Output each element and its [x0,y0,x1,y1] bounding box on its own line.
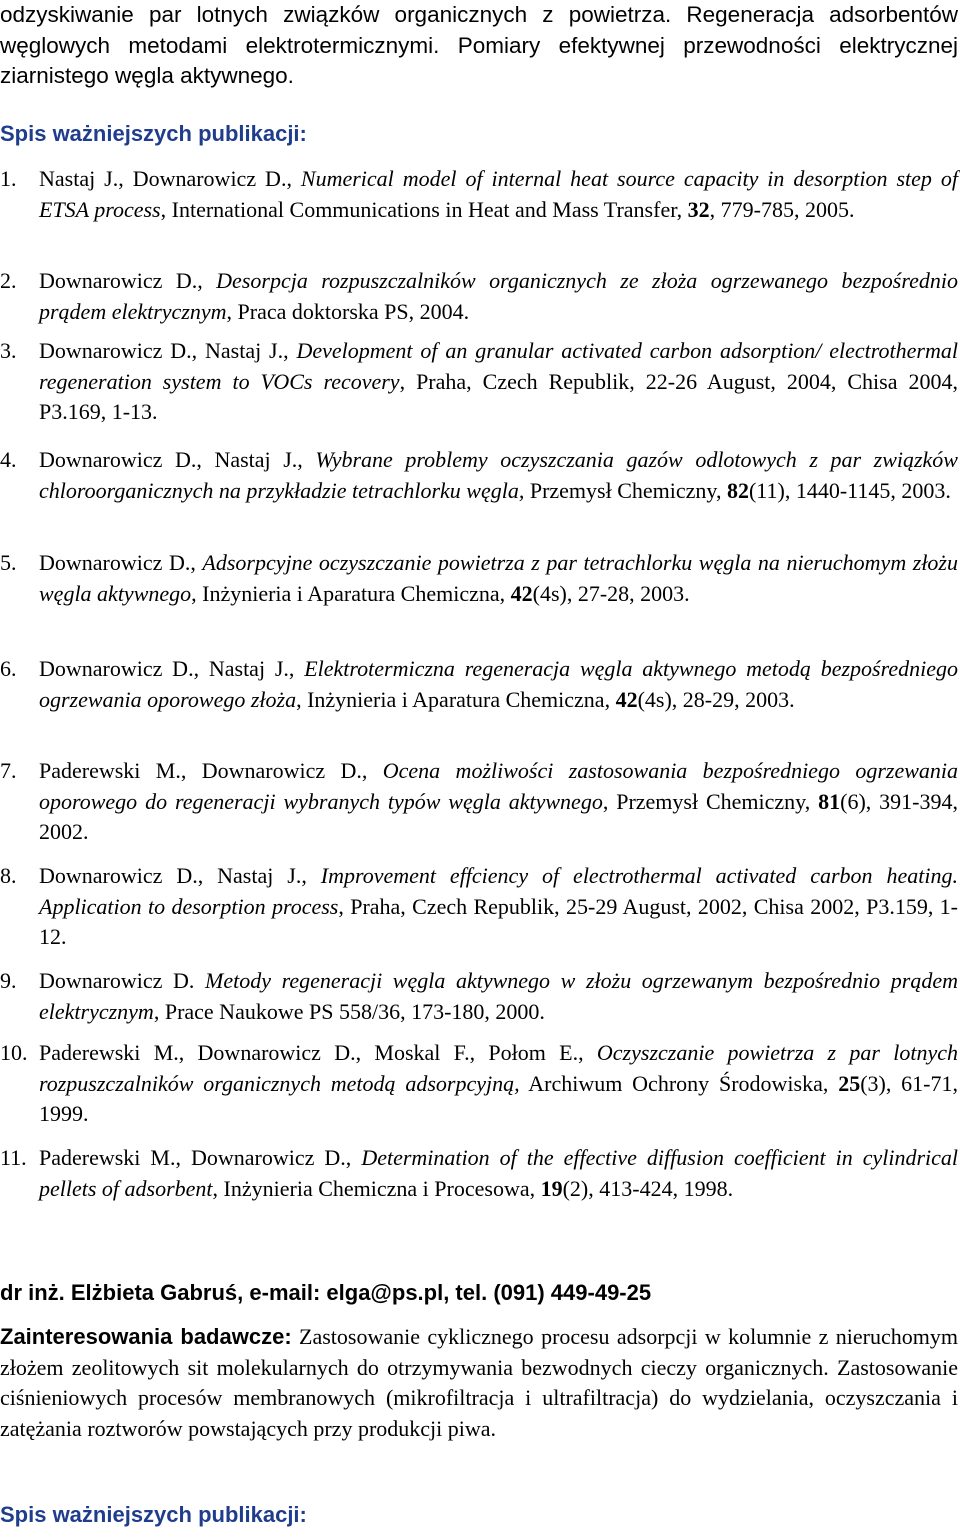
publication-authors: Paderewski M., Downarowicz D., [39,1145,362,1170]
publication-pages: (2), 413-424, 1998. [562,1175,734,1201]
publication-number: 7. [0,758,17,783]
publication-pages: (4s), 27-28, 2003. [532,580,690,606]
publication-item [0,654,958,715]
publication-title: Numerical model of internal heat source capacity in desorption step of ETSA process [39,166,958,222]
publication-authors: Nastaj J., Downarowicz D., [39,166,301,191]
publication-number: 3. [0,338,17,363]
publication-volume: 42 [510,580,533,606]
publication-volume: 42 [615,686,638,712]
publication-item [0,756,958,848]
publication-authors: Downarowicz D., [39,550,203,575]
publication-source: , Praca doktorska PS, 2004. [226,298,470,324]
interests-text: Zastosowanie cyklicznego procesu adsorpcji w kolumnie z nieruchomym złożem zeolitowych sit molekularnych do otrzymywania bezwodnych cieczy organicznych. Zastosowanie ciśnieniowych procesów membranowych (mikrofiltracja i ultrafiltracja) do wydzielania, oczyszczania i zatężania roztworów powstających przy produkcji piwa. [0,1324,958,1441]
publication-authors: Downarowicz D. [39,968,206,993]
publication-pages: (3), 61-71, 1999. [39,1070,958,1126]
publication-item [0,266,958,327]
publication-authors: Downarowicz D., Nastaj J., [39,863,321,888]
publication-title: Development of an granular activated carbon adsorption/ electrothermal regeneration system to VOCs recovery [39,338,958,394]
publication-citation [39,756,958,848]
publication-authors: Downarowicz D., Nastaj J., [39,338,297,363]
publication-citation [39,1038,958,1130]
publication-authors: Downarowicz D., [39,268,217,293]
publication-volume: 82 [726,477,749,503]
publication-pages: (4s), 28-29, 2003. [637,686,795,712]
contact-line: dr inż. Elżbieta Gabruś, e-mail: elga@ps.pl, tel. (091) 449-49-25 [0,1280,652,1305]
publication-number: 9. [0,968,17,993]
publication-source: , International Communications in Heat and Mass Transfer, [160,196,688,222]
publication-citation [39,966,958,1027]
research-interests [0,1322,958,1444]
publication-citation [39,861,958,953]
publication-title: Desorpcja rozpuszczalników organicznych ze złoża ogrzewanego bezpośrednio prądem elektrycznym [39,268,958,324]
publication-item [0,1143,958,1204]
publication-number: 8. [0,863,17,888]
publication-authors: Downarowicz D., Nastaj J., [39,447,316,472]
publication-pages: (11), 1440-1145, 2003. [748,477,951,503]
publication-item [0,966,958,1027]
publication-citation [39,445,958,506]
publication-number: 1. [0,166,17,191]
publication-title: Adsorpcyjne oczyszczanie powietrza z par tetrachlorku węgla na nieruchomym złożu węgla aktywnego [39,550,958,606]
publication-citation [39,1143,958,1204]
publication-citation [39,266,958,327]
publication-citation [39,164,958,225]
publication-source: , Praha, Czech Republik, 25-29 August, 2002, Chisa 2002, P3.159, 1-12. [39,893,958,949]
publication-item [0,548,958,609]
publication-item [0,336,958,428]
publication-citation [39,336,958,428]
publication-item [0,445,958,506]
publication-title: Improvement effciency of electrothermal activated carbon heating. Application to desorption process [39,863,958,919]
publication-title: Elektrotermiczna regeneracja węgla aktywnego metodą bezpośredniego ogrzewania oporowego złoża [39,656,958,712]
publication-source: Archiwum Ochrony Środowiska, [519,1070,839,1096]
publication-item [0,1038,958,1130]
publication-title: Metody regeneracji węgla aktywnego w złożu ogrzewanym bezpośrednio prądem elektrycznym [39,968,958,1024]
publication-volume: 25 [838,1070,861,1096]
publication-source: , Prace Naukowe PS 558/36, 173-180, 2000. [153,998,545,1024]
intro-paragraph: odzyskiwanie par lotnych związków organicznych z powietrza. Regeneracja adsorbentów węglowych metodami elektrotermicznymi. Pomiary efektywnej przewodności elektrycznej ziarnistego węgla aktywnego. [0,2,958,88]
publication-source: , Przemysł Chemiczny, [602,788,819,814]
publications-heading-2: Spis ważniejszych publikacji: [0,1502,307,1527]
publication-pages: , 779-785, 2005. [709,196,855,222]
publication-number: 6. [0,656,17,681]
publication-citation [39,548,958,609]
publication-title: Ocena możliwości zastosowania bezpośredniego ogrzewania oporowego do regeneracji wybranych typów węgla aktywnego [39,758,958,814]
publication-volume: 32 [687,196,710,222]
publication-authors: Paderewski M., Downarowicz D., Moskal F., Połom E., [39,1040,597,1065]
publication-title: Wybrane problemy oczyszczania gazów odlotowych z par związków chloroorganicznych na przykładzie tetrachlorku węgla, [39,447,958,503]
publication-number: 5. [0,550,17,575]
publication-source: Przemysł Chemiczny, [524,477,727,503]
publication-source: , Praha, Czech Republik, 22-26 August, 2004, Chisa 2004, P3.169, 1-13. [39,368,958,424]
publication-pages: (6), 391-394, 2002. [39,788,959,844]
publication-volume: 19 [540,1175,563,1201]
publications-heading: Spis ważniejszych publikacji: [0,121,307,146]
publication-number: 11. [0,1145,27,1170]
publication-item [0,861,958,953]
publication-number: 10. [0,1040,28,1065]
publication-number: 4. [0,447,17,472]
publication-source: , Inżynieria Chemiczna i Procesowa, [212,1175,541,1201]
publication-title: Determination of the effective diffusion coefficient in cylindrical pellets of adsorbent [39,1145,959,1201]
publication-volume: 81 [818,788,841,814]
publication-source: , Inżynieria i Aparatura Chemiczna, [296,686,616,712]
publication-title: Oczyszczanie powietrza z par lotnych rozpuszczalników organicznych metodą adsorpcyjną, [39,1040,959,1096]
publication-authors: Downarowicz D., Nastaj J., [39,656,305,681]
publication-citation [39,654,958,715]
interests-label: Zainteresowania badawcze: [0,1324,292,1349]
publication-item [0,164,958,225]
publication-number: 2. [0,268,17,293]
publication-source: , Inżynieria i Aparatura Chemiczna, [191,580,511,606]
publication-authors: Paderewski M., Downarowicz D., [39,758,383,783]
